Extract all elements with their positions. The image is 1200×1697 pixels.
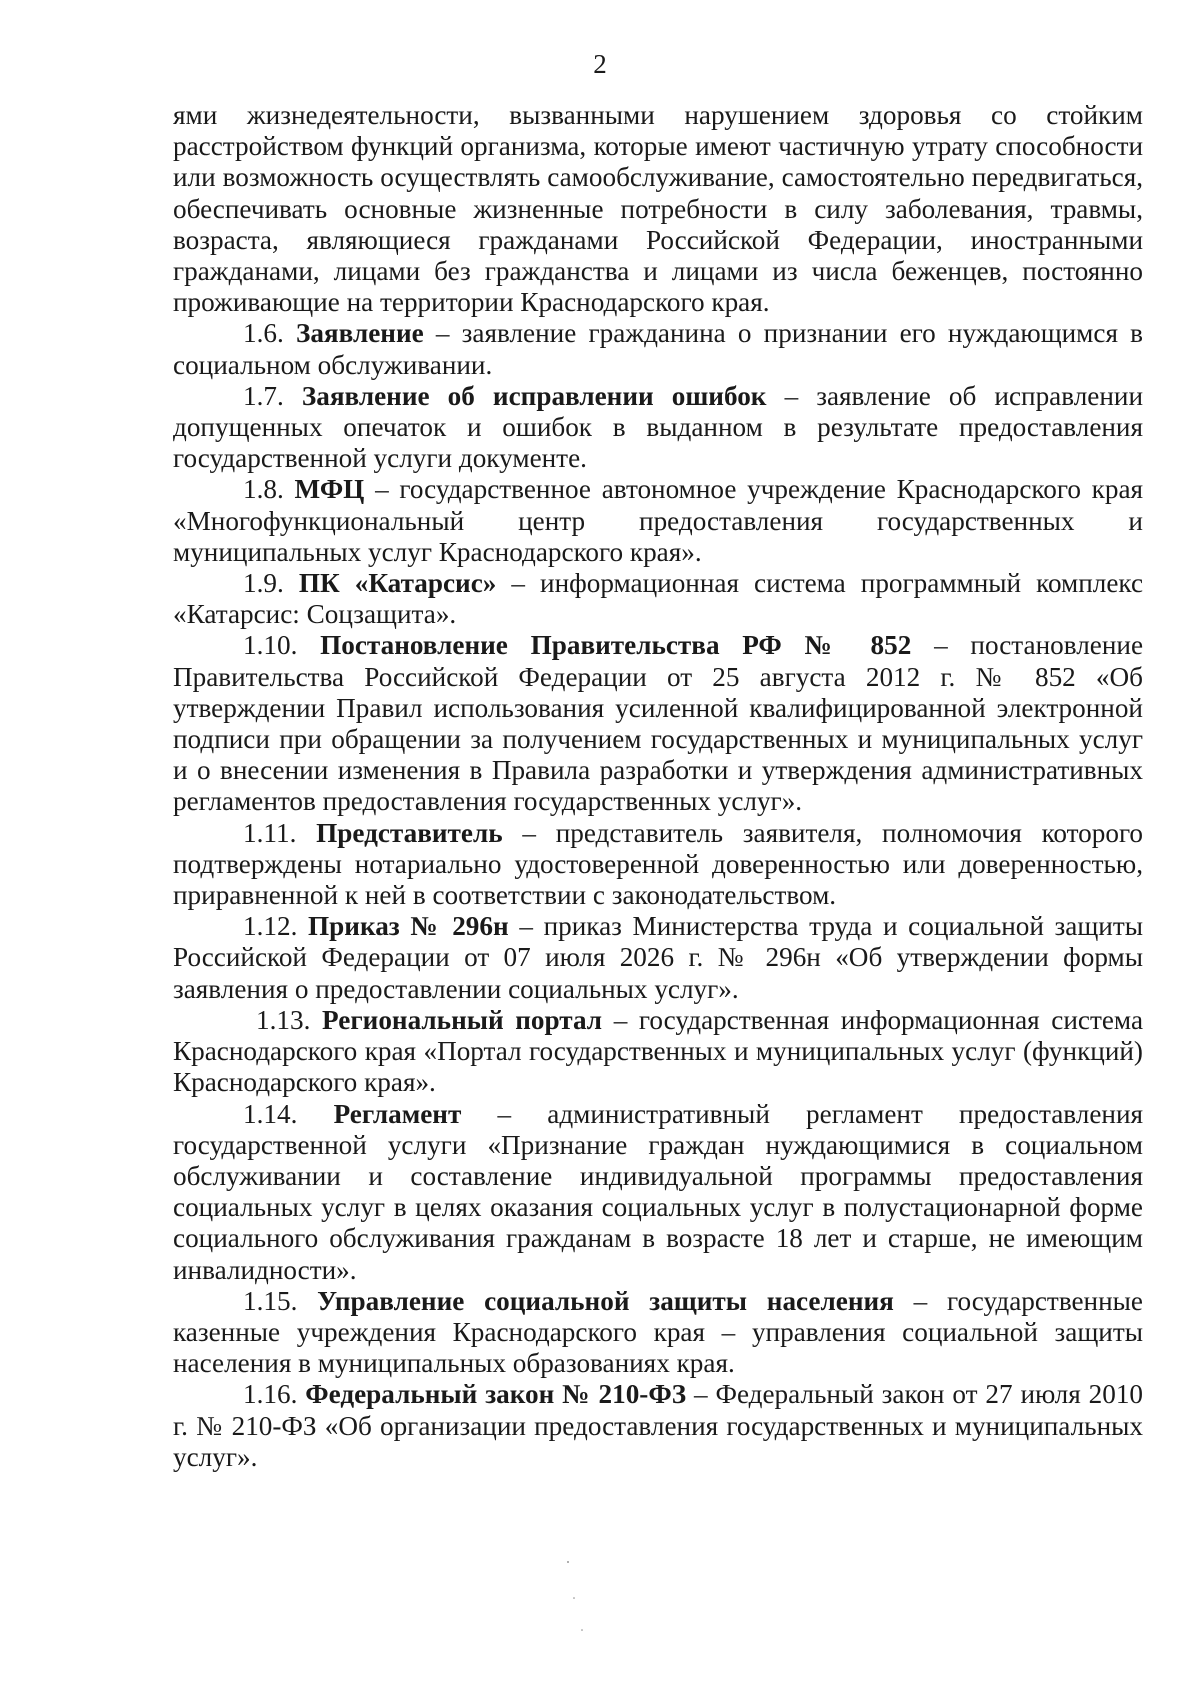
definition-term: Управление социальной защиты населения (317, 1285, 894, 1316)
definition-text: – государственные казенные учреждения Краснодарского края – управления социальной защиты населения в муниципальных образованиях края. (173, 1285, 1143, 1379)
definition-text: – информационная система программный комплекс «Катарсис: Соцзащита». (173, 568, 1144, 630)
definition-1-11 (173, 818, 1143, 912)
definition-text: – заявление об исправлении допущенных опечаток и ошибок в выданном в результате предоставления государственной услуги документе. (173, 380, 1144, 474)
definition-text: – государственная информационная система Краснодарского края «Портал государственных и муниципальных услуг (функций) Краснодарского края». (173, 1004, 1144, 1098)
definition-text: – постановление Правительства Российской Федерации от 25 августа 2012 г. № 852 «Об утверждении Правил использования усиленной квалифицированной электронной подписи при обращении за получением государственных и муниципальных услуг и о внесении изменения в Правила разработки и утверждения административных регламентов предоставления государственных услуг». (173, 630, 1144, 817)
definition-term: Представитель (316, 817, 503, 848)
definition-text: – государственное автономное учреждение Краснодарского края «Многофункциональный центр предоставления государственных и муниципальных услуг Краснодарского края». (173, 474, 1144, 567)
definition-term: МФЦ (294, 474, 365, 505)
definition-number: 1.9. (243, 568, 284, 599)
definition-text: – заявление гражданина о признании его нуждающимся в социальном обслуживании. (173, 318, 1144, 380)
definition-1-12 (173, 911, 1143, 1005)
definition-term: ПК «Катарсис» (298, 568, 497, 599)
definition-term: Приказ № 296н (308, 911, 509, 942)
document-body (173, 100, 1143, 1473)
definition-1-14 (173, 1099, 1143, 1286)
definition-term: Заявление (295, 318, 424, 349)
definition-number: 1.6. (243, 318, 284, 349)
definition-1-10 (173, 630, 1143, 817)
definition-1-16 (173, 1379, 1143, 1473)
definition-number: 1.13. (256, 1004, 311, 1035)
definition-text: – Федеральный закон от 27 июля 2010 г. № 210-ФЗ «Об организации предоставления государственных и муниципальных услуг». (173, 1379, 1144, 1472)
definition-number: 1.14. (243, 1098, 298, 1129)
definition-number: 1.11. (243, 817, 297, 848)
scan-speck (573, 1597, 575, 1599)
definition-number: 1.8. (243, 474, 284, 505)
scan-speck (567, 1561, 569, 1563)
definition-number: 1.15. (243, 1285, 298, 1316)
definition-1-7 (173, 381, 1143, 475)
definition-1-8 (173, 474, 1143, 568)
definition-number: 1.10. (243, 630, 298, 661)
definition-text: – представитель заявителя, полномочия которого подтверждены нотариально удостоверенной доверенностью или доверенностью, приравненной к ней в соответствии с законодательством. (173, 817, 1144, 911)
scan-speck (581, 1629, 583, 1631)
definition-1-15 (173, 1286, 1143, 1380)
definition-term: Заявление об исправлении ошибок (301, 380, 767, 411)
definition-text: – административный регламент предоставления государственной услуги «Признание граждан нуждающимися в социальном обслуживании и составление индивидуальной программы предоставления социальных услуг в целях оказания социальных услуг в полустационарной форме социального обслуживания гражданам в возрасте 18 лет и старше, не имеющим инвалидности». (173, 1098, 1144, 1285)
definition-number: 1.7. (243, 380, 284, 411)
definition-1-9 (173, 568, 1143, 630)
definition-term: Региональный портал (322, 1004, 603, 1035)
definition-term: Регламент (333, 1098, 462, 1129)
definition-term: Федеральный закон № 210-ФЗ (305, 1379, 687, 1410)
definition-term: Постановление Правительства РФ № 852 (320, 630, 912, 661)
definition-text: – приказ Министерства труда и социальной защиты Российской Федерации от 07 июля 2026 г. № 296н «Об утверждении формы заявления о предоставлении социальных услуг». (173, 911, 1143, 1004)
page-number: 2 (593, 49, 607, 79)
continuation-paragraph: ями жизнедеятельности, вызванными нарушением здоровья со стойким расстройством функций организма, которые имеют частичную утрату способности или возможность осуществлять самообслуживание, самостоятельно передвигаться, обеспечивать основные жизненные потребности в силу заболевания, травмы, возраста, являющиеся гражданами Российской Федерации, иностранными гражданами, лицами без гражданства и лицами из числа беженцев, постоянно проживающие на территории Краснодарского края. (173, 100, 1143, 318)
definition-1-13 (173, 1005, 1143, 1099)
definition-1-6 (173, 318, 1143, 380)
definition-number: 1.16. (243, 1379, 298, 1410)
definition-number: 1.12. (243, 911, 298, 942)
scan-specks (560, 1560, 620, 1660)
